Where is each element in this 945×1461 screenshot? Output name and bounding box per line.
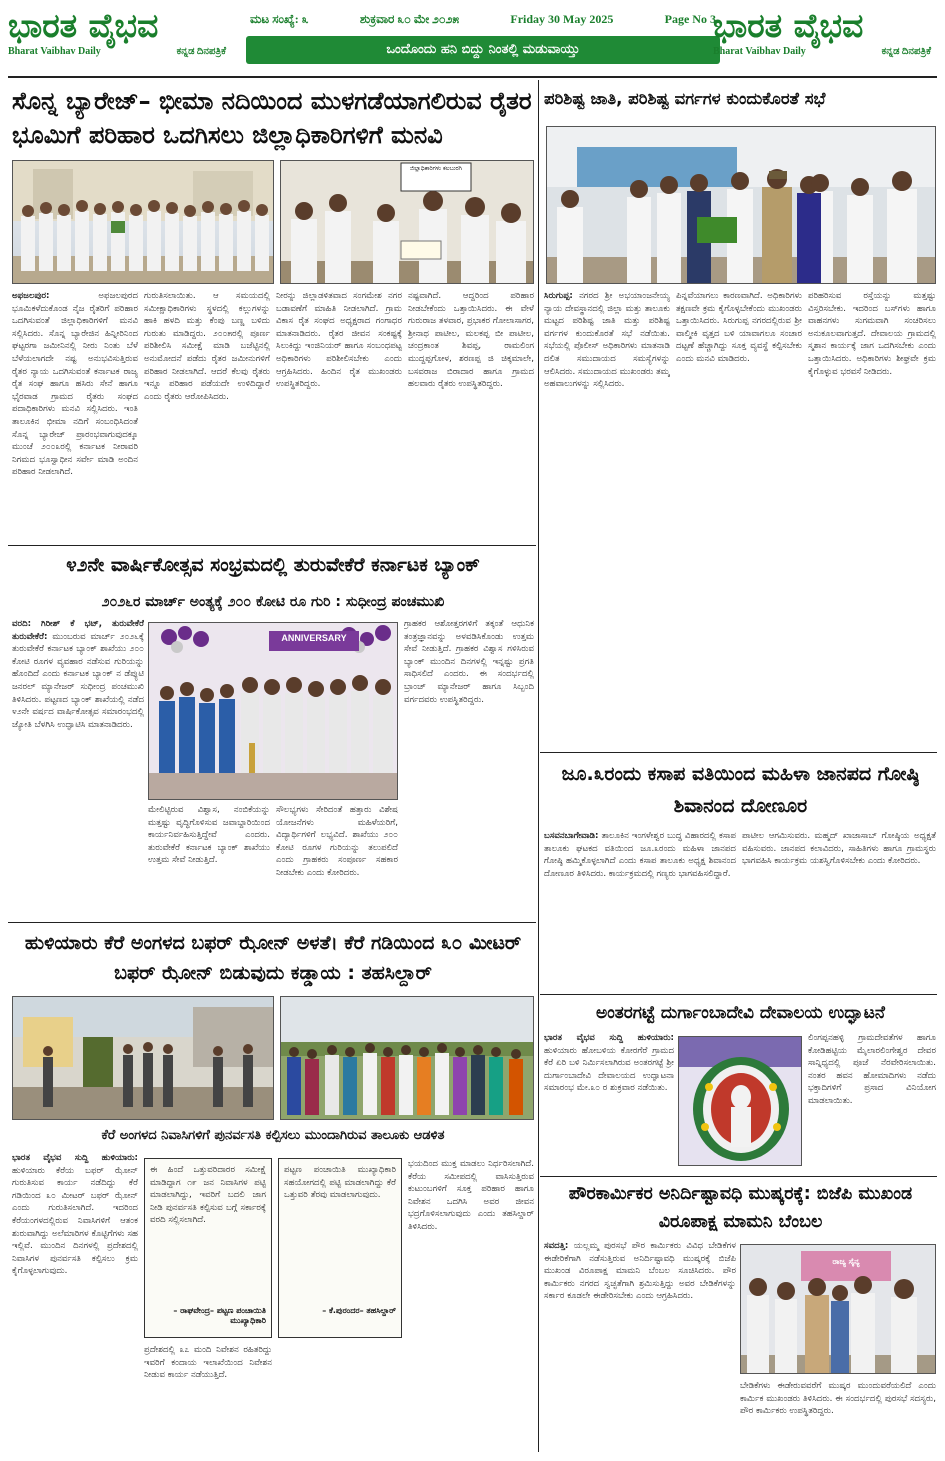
story1-col3: ನೀರನ್ನು ಜಿಲ್ಲಾಡಳಿತವಾದ ಸಂಗಮೇಶ ನಗರ ಬಡಾವಣೆಗೆ ಮಾಹಿತಿ ನೀಡಲಾಗಿದೆ. ಗ್ರಾಮ ವಿಕಾಸ ರೈತ ಸಂಘದ ಅಧ್ಯಕ್ಷರಾದ ಗಂಗಾಧರ ಮಾತನಾಡಿದರು. ರೈತರ ಜೀವನ ಸಂಕಷ್ಟಕ್ಕೆ ಸಿಲುಕಿದ್ದು ಇಂಜಿನಿಯರ್ ಹಾಗೂ ಸಂಬಂಧಪಟ್ಟ ಅಧಿಕಾರಿಗಳು ಪರಿಶೀಲಿಸಬೇಕು ಎಂದು ಆಗ್ರಹಿಸಿದರು. ಹಿಂದಿನ ರೈತ ಮುಖಂಡರು ಉಪಸ್ಥಿತರಿದ್ದರು. bbox=[276, 291, 402, 390]
story4-col1-text: ತಾಲೂಕಿನ ಇಂಗಳೇಶ್ವರ ಬುದ್ಧ ವಿಹಾರದಲ್ಲಿ ಕಸಾಪ ತಾಲೂಕು ಘಟಕದ ವತಿಯಿಂದ ಜೂ.೩ರಂದು ಮಹಿಳಾ ಜಾನಪದ ಗೋಷ್ಠಿ ಹಮ್ಮಿಕೊಳ್ಳಲಾಗಿದೆ ಎಂದು ಕಸಾಪ ತಾಲೂಕು ಅಧ್ಯಕ್ಷ ಶಿವಾನಂದ ದೋಣೂರ ತಿಳಿಸಿದರು. ಕಾರ್ಯಕ್ರಮದಲ್ಲಿ ಗಣ್ಯರು ಭಾಗವಹಿಸಲಿದ್ದಾರೆ. bbox=[544, 831, 736, 879]
story1-headline: ಸೊನ್ನ ಬ್ಯಾರೇಜ್– ಭೀಮಾ ನದಿಯಿಂದ ಮುಳಗಡೆಯಾಗಲಿರುವ ರೈತರ ಭೂಮಿಗೆ ಪರಿಹಾರ ಒದಗಿಸಲು ಜಿಲ್ಲಾಧಿಕಾರಿಗಳಿಗೆ ಮನವಿ bbox=[12, 87, 532, 149]
residents-photo-image bbox=[281, 997, 534, 1120]
story7-headline: ಪೌರಕಾರ್ಮಿಕರ ಅನಿರ್ದಿಷ್ಟಾವಧಿ ಮುಷ್ಕರಕ್ಕೆ: ಬಿಜೆಪಿ ಮುಖಂಡ ವಿರೂಪಾಕ್ಷ ಮಾಮನಿ ಬೆಂಬಲ bbox=[568, 1184, 913, 1232]
date-english: Friday 30 May 2025 bbox=[510, 12, 614, 26]
story4-headline: ಜೂ.೩ರಂದು ಕಸಾಪ ವತಿಯಿಂದ ಮಹಿಳಾ ಜಾನಪದ ಗೋಷ್ಠಿ ಶಿವಾನಂದ ದೋಣೂರ bbox=[561, 763, 920, 817]
slogan: ಒಂದೊಂದು ಹನಿ ಬಿದ್ದು ನಿಂತಲ್ಲಿ ಮಡುವಾಯ್ತು bbox=[246, 36, 720, 64]
story4-col2: ಪಾಟೀಲ ಆಗಮಿಸುವರು. ಮಹ್ಮದ್ ಖಾಜಾಸಾಬ್ ಗೋಷ್ಠಿಯ ಅಧ್ಯಕ್ಷತೆ ವಹಿಸುವರು. ಜಾನಪದ ಕಲಾವಿದರು, ಸಾಹಿತಿಗಳು ಹಾಗೂ ಗ್ರಾಮಸ್ಥರು ಭಾಗವಹಿಸಿ ಕಾರ್ಯಕ್ರಮ ಯಶಸ್ವಿಗೊಳಿಸಬೇಕು ಎಂದು ಕೋರಿದರು. bbox=[742, 831, 936, 867]
divider bbox=[540, 994, 937, 995]
logo-english: Bharat Vaibhav Daily bbox=[713, 46, 806, 57]
story3-col3: ಮೇಲಿಟ್ಟಿರುವ ವಿಶ್ವಾಸ, ನಂಬಿಕೆಯನ್ನು ಮತ್ತಷ್ಟು ವೃದ್ಧಿಗೊಳಿಸುವ ಜವಾಬ್ದಾರಿಯಿಂದ ಕಾರ್ಯನಿರ್ವಹಿಸುತ್ತಿದ್ದೇವೆ ಎಂದರು. ತುರುವೇಕೆರೆ ಕರ್ನಾಟಕ ಬ್ಯಾಂಕ್ ಶಾಖೆಯು ಉತ್ತಮ ಸೇವೆ ನೀಡುತ್ತಿದೆ. bbox=[148, 805, 270, 866]
issue-number: ಮಟ ಸಂಖ್ಯೆ: ೩ bbox=[250, 12, 309, 26]
story2-headline: ಪರಿಶಿಷ್ಟ ಜಾತಿ, ಪರಿಶಿಷ್ಟ ವರ್ಗಗಳ ಕುಂದುಕೊರತೆ ಸಭೆ bbox=[544, 89, 826, 108]
site-inspection-photo-image bbox=[13, 997, 274, 1120]
story3-dateline: ವರದಿ: ಗಿರೀಶ್ ಕೆ ಭಟ್, ತುರುವೇಕೆರೆ ತುರುವೇಕೆರೆ: bbox=[12, 619, 144, 642]
story3-col4: ಸೌಲಭ್ಯಗಳು ಸೇರಿದಂತೆ ಹತ್ತಾರು ವಿಶೇಷ ಯೋಜನೆಗಳು ಮಹಿಳೆಯರಿಗೆ, ವಿದ್ಯಾರ್ಥಿಗಳಿಗೆ ಲಭ್ಯವಿದೆ. ಶಾಖೆಯು ೨೦೦ ಕೋಟಿ ರೂಗಳ ಗುರಿಯನ್ನು ತಲುಪಲಿದೆ ಎಂದು ಗ್ರಾಹಕರು ಸಂಪೂರ್ಣ ಸಹಕಾರ ನೀಡಬೇಕು ಎಂದು ಕೋರಿದರು. bbox=[276, 805, 398, 878]
masthead-divider bbox=[8, 76, 937, 78]
story5-col4: ಭಯದಿಂದ ಮುಕ್ತ ಮಾಡಲು ನಿರ್ಧರಿಸಲಾಗಿದೆ. ಕೆರೆಯ ಸಮೀಪದಲ್ಲಿ ವಾಸಿಸುತ್ತಿರುವ ಕುಟುಂಬಗಳಿಗೆ ಸೂಕ್ತ ಪರಿಹಾರ ಹಾಗೂ ನಿವೇಶನ ಒದಗಿಸಿ ಅವರ ಜೀವನ ಭದ್ರಗೊಳಿಸಲಾಗುವುದು ಎಂದು ತಹಸಿಲ್ದಾರ್ ತಿಳಿಸಿದರು. bbox=[408, 1159, 534, 1232]
story5-col3: ಪಟ್ಟಣ ಪಂಚಾಯಿತಿ ಮುಖ್ಯಾಧಿಕಾರಿ ಸಹಯೋಗದಲ್ಲಿ ಪಟ್ಟಿ ಮಾಡಲಾಗಿದ್ದು ಕೆರೆ ಒತ್ತುವರಿ ತೆರವು ಮಾಡಲಾಗುವುದು. bbox=[284, 1165, 396, 1201]
page-number: Page No 3 bbox=[664, 12, 716, 26]
story4-dateline: ಬಸವನಬಾಗೇವಾಡಿ: bbox=[544, 831, 599, 841]
story3-headline: ೪೨ನೇ ವಾರ್ಷಿಕೋತ್ಸವ ಸಂಭ್ರಮದಲ್ಲಿ ತುರುವೇಕೆರೆ ಕರ್ನಾಟಕ ಬ್ಯಾಂಕ್ bbox=[66, 554, 480, 576]
story2-col1-text: ನಗರದ ಶ್ರೀ ಅಭಯಾಂಜನೇಯ್ಯ ನ್ಯಾಯ ದೇವಸ್ಥಾನದಲ್ಲಿ ಜಿಲ್ಲಾ ಮತ್ತು ತಾಲೂಕು ಮಟ್ಟದ ಪರಿಶಿಷ್ಟ ಜಾತಿ ಮತ್ತು ಪರಿಶಿಷ್ಟ ವರ್ಗಗಳ ಕುಂದುಕೊರತೆ ಸಭೆ ನಡೆಯಿತು. ಸಭೆಯಲ್ಲಿ ಪೊಲೀಸ್ ಅಧಿಕಾರಿಗಳು ಮಾತನಾಡಿ ದಲಿತ ಸಮುದಾಯದ ಸಮಸ್ಯೆಗಳನ್ನು ಆಲಿಸಿದರು. ಸಮುದಾಯದ ಮುಖಂಡರು ತಮ್ಮ ಅಹವಾಲುಗಳನ್ನು ಸಲ್ಲಿಸಿದರು. bbox=[544, 291, 670, 390]
story5-col1-text: ಹುಳಿಯಾರು ಕೆರೆಯ ಬಫರ್ ಝೋನ್ ಗುರುತಿಸುವ ಕಾರ್ಯ ನಡೆದಿದ್ದು ಕೆರೆ ಗಡಿಯಿಂದ ೩೦ ಮೀಟರ್ ಬಫರ್ ಝೋನ್ ಎಂದು ಗುರುತಿಸಲಾಗಿದೆ. ಇದರಿಂದ ಕೆರೆಯಂಗಳದಲ್ಲಿರುವ ನಿವಾಸಿಗಳಿಗೆ ಆತಂಕ ಶುರುವಾಗಿದ್ದು ಅಲೆಮಾರಿಗಳ ಕೊಟ್ಟಿಗೆಗಳು ಸಹ ಇಲ್ಲಿವೆ. ಮುಂದಿನ ದಿನಗಳಲ್ಲಿ ಪ್ರದೇಶದಲ್ಲಿ ನಿವಾಸಿಗಳ ಪುನರ್ವಸತಿ ಕಲ್ಪಿಸಲು ಕ್ರಮ ಕೈಗೊಳ್ಳಲಾಗುವುದು. bbox=[12, 1165, 138, 1277]
story6-photo bbox=[678, 1036, 802, 1166]
logo-title: ಭಾರತ ವೈಭವ bbox=[8, 6, 159, 45]
story3-col1-text: ಮುಂಬರುವ ಮಾರ್ಚ್ ೨೦೨೬ಕ್ಕೆ ತುರುವೇಕೆರೆ ಕರ್ನಾಟಕ ಬ್ಯಾಂಕ್ ಶಾಖೆಯು ೨೦೦ ಕೋಟಿ ರೂಗಳ ವ್ಯವಹಾರ ನಡೆಸುವ ಗುರಿಯನ್ನು ಹೊಂದಿದೆ ಎಂದು ಕರ್ನಾಟಕ ಬ್ಯಾಂಕ್ ನ ಡೆಪ್ಯುಟಿ ಜನರಲ್ ಮ್ಯಾನೇಜರ್ ಸುಧೀಂದ್ರ ಪಂಚಮುಖಿ ತಿಳಿಸಿದರು. ಪಟ್ಟಣದ ಬ್ಯಾಂಕ್ ಶಾಖೆಯಲ್ಲಿ ನಡೆದ ೪೨ನೇ ವರ್ಷದ ವಾರ್ಷಿಕೋತ್ಸವ ಸಮಾರಂಭದಲ್ಲಿ ಜ್ಯೋತಿ ಬೆಳಗಿಸಿ ಉದ್ಘಾಟಿಸಿ ಮಾತನಾಡಿದರು. bbox=[12, 631, 144, 730]
story5-photo-right bbox=[280, 996, 534, 1120]
divider bbox=[540, 752, 937, 753]
divider bbox=[8, 922, 536, 923]
strike-banner-text: ರಾಜ್ಯ ಸೈನ್ಯ bbox=[832, 1257, 860, 1266]
date-kannada: ಶುಕ್ರವಾರ ೩೦ ಮೇ ೨೦೨೫ bbox=[359, 12, 460, 26]
photo-sign-text: ಜಿಲ್ಲಾಧಿಕಾರಿಗಳು ಕಲಬುರಗಿ bbox=[410, 165, 462, 172]
story7-col2: ಬೇಡಿಕೆಗಳು ಈಡೇರುವವರೆಗೆ ಮುಷ್ಕರ ಮುಂದುವರೆಯಲಿದೆ ಎಂದು ಕಾರ್ಮಿಕ ಮುಖಂಡರು ತಿಳಿಸಿದರು. ಈ ಸಂದರ್ಭದಲ್ಲಿ ಪುರಸಭೆ ಸದಸ್ಯರು, ಪೌರ ಕಾರ್ಮಿಕರು ಉಪಸ್ಥಿತರಿದ್ದರು. bbox=[740, 1381, 936, 1417]
story1-col1-text: ಅಫಜಲಪುರದ ಭೂಮಿಕಳೆದುಕೊಂಡ ನೈಜ ರೈತರಿಗೆ ಪರಿಹಾರ ಒದಗಿಸುವಂತೆ ಜಿಲ್ಲಾಧಿಕಾರಿಗಳಿಗೆ ಮನವಿ ಸಲ್ಲಿಸಿದರು. ಸೊನ್ನ ಬ್ಯಾರೇಜಿನ ಹಿನ್ನೀರಿನಿಂದ ಘಟ್ಟರಗಾ ಜಮೀನಿನಲ್ಲಿ ನೀರು ನಿಂತು ಬೆಳೆ ಬೆಳೆಯಲಾಗದೇ ನಷ್ಟ ಅನುಭವಿಸುತ್ತಿರುವ ರೈತರ ನ್ಯಾಯ ಒದಗಿಸುವಂತೆ ಕರ್ನಾಟಕ ರಾಜ್ಯ ರೈತ ಸಂಘ ಹಾಗೂ ಹಸಿರು ಸೇನೆ ಹಾಗೂ ಭೈರವಾಡ ಗ್ರಾಮದ ರೈತರು ಸಂಘದ ಪದಾಧಿಕಾರಿಗಳು ಮನವಿ ಸಲ್ಲಿಸಿದರು. ಇಂತಿ ತಾಲೂಕಿನ ಭೀಮಾ ನದಿಗೆ ಸಂಬಂಧಿಸಿದಂತೆ ಸೊನ್ನ ಬ್ಯಾರೇಜ್ ಪ್ರಾರಂಭವಾಗುವುದಕ್ಕೂ ಮುಂಚೆ ೨೦೦೩ರಲ್ಲಿ ಕರ್ನಾಟಕ ನೀರಾವರಿ ನಿಗಮದ ಭೂಸ್ವಾಧೀನ ಸರ್ವೇ ಮಾಡಿ ಅಂದಿನ ಪರಿಹಾರ ನೀಡಲಾಗಿದೆ. bbox=[12, 291, 138, 478]
story2-dateline: ಸಿರುಗುಪ್ಪ: bbox=[544, 291, 573, 301]
story6-col2: ಲಿಂಗಪ್ಪನಹಳ್ಳಿ ಗ್ರಾಮದೇವತೆಗಳ ಹಾಗೂ ಕೋಡಿಹಟ್ಟಿಯ ಮೈಲಾರಲಿಂಗೇಶ್ವರ ದೇವರ ಸಾನ್ನಿಧ್ಯದಲ್ಲಿ ಪೂಜೆ ನೆರವೇರಿಸಲಾಯಿತು. ನಂತರ ಹವನ ಹೋಮಾದಿಗಳು ನಡೆದು ಭಕ್ತಾದಿಗಳಿಗೆ ಪ್ರಸಾದ ವಿನಿಯೋಗ ಮಾಡಲಾಯಿತು. bbox=[808, 1033, 936, 1106]
masthead bbox=[8, 6, 937, 72]
story2-col2: ಪಿನ್ನವೆಯಾಗಲು ಕಾರಣವಾಗಿದೆ. ಅಧಿಕಾರಿಗಳು ತಕ್ಷಣವೇ ಕ್ರಮ ಕೈಗೊಳ್ಳಬೇಕೆಂದು ಮುಖಂಡರು ಒತ್ತಾಯಿಸಿದರು. ಸಿರುಗುಪ್ಪ ನಗರದಲ್ಲಿರುವ ಶ್ರೀ ವಾಲ್ಮೀಕಿ ವೃತ್ತದ ಬಳಿ ಯಾವಾಗಲೂ ಸಂಚಾರ ದಟ್ಟಣೆ ಹೆಚ್ಚಾಗಿದ್ದು ಸೂಕ್ತ ವ್ಯವಸ್ಥೆ ಕಲ್ಪಿಸಬೇಕು ಎಂದು ಮನವಿ ಮಾಡಿದರು. bbox=[676, 291, 802, 364]
column-divider bbox=[538, 80, 539, 1452]
story1-col2: ಗುರುತಿಸಲಾಯಿತು. ಆ ಸಮಯದಲ್ಲಿ ಸಮೀಕ್ಷಾಧಿಕಾರಿಗಳು ಸ್ಥಳದಲ್ಲಿ ಕಲ್ಲುಗಳನ್ನು ಹಾಕಿ ಹಳದಿ ಮತ್ತು ಕೆಂಪು ಬಣ್ಣ ಬಳಿದು ಗುರುತು ಮಾಡಿದ್ದರು. ೨೦೦೫ರಲ್ಲಿ ಪೂರ್ಣ ಪರಿಶೀಲಿಸಿ ಸಮೀಕ್ಷೆ ಮಾಡಿ ಬಜೆಟ್ಟಿನಲ್ಲಿ ಅನುಮೋದನೆ ಪಡೆದು ರೈತರ ಜಮೀನುಗಳಿಗೆ ಪರಿಹಾರ ನೀಡಲಾಗಿದೆ. ಆದರೆ ಕೆಲವು ರೈತರು ಇನ್ನೂ ಪರಿಹಾರ ಪಡೆಯದೇ ಉಳಿದಿದ್ದಾರೆ ಎಂದು ರೈತರು ಆರೋಪಿಸಿದರು. bbox=[144, 291, 270, 402]
story2-photo bbox=[546, 126, 936, 284]
story6-dateline: ಭಾರತ ವೈಭವ ಸುದ್ದಿ ಹುಳಿಯಾರು: bbox=[544, 1033, 674, 1043]
story1-dateline: ಅಫಜಲಪುರ: bbox=[12, 291, 50, 301]
logo-english: Bharat Vaibhav Daily bbox=[8, 46, 101, 57]
story6-col1 bbox=[544, 1032, 674, 1172]
logo-title: ಭಾರತ ವೈಭವ bbox=[713, 6, 864, 45]
story1-photo-right bbox=[280, 160, 534, 284]
story6-headline: ಅಂತರಗಟ್ಟೆ ದುರ್ಗಾಂಬಾದೇವಿ ದೇವಾಲಯ ಉದ್ಘಾಟನೆ bbox=[596, 1003, 885, 1023]
story1-photo-left bbox=[12, 160, 274, 284]
story5-quote2-box bbox=[278, 1158, 402, 1338]
story5-col1 bbox=[12, 1152, 138, 1448]
divider bbox=[540, 1176, 937, 1177]
story4-col1 bbox=[544, 830, 736, 990]
story2-col1 bbox=[544, 290, 670, 744]
story5-quote-box bbox=[144, 1158, 272, 1338]
logo-right bbox=[713, 6, 937, 70]
story6-col1-text: ಹುಳಿಯಾರು ಹೋಬಳಿಯ ಕೋರಗೆರೆ ಗ್ರಾಮದ ಕೆರೆ ಏರಿ ಬಳಿ ನಿರ್ಮಿಸಲಾಗಿರುವ ಅಂತರಗಟ್ಟೆ ಶ್ರೀ ದುರ್ಗಾಂಬಾದೇವಿ ದೇವಾಲಯದ ಉದ್ಘಾಟನಾ ಸಮಾರಂಭ ಮೇ.೩೦ ರ ಶುಕ್ರವಾರ ನಡೆಯಿತು. bbox=[544, 1045, 674, 1094]
story5-headline: ಹುಳಿಯಾರು ಕೆರೆ ಅಂಗಳದ ಬಫರ್ ಝೋನ್ ಅಳತೆ। ಕೆರೆ ಗಡಿಯಿಂದ ೩೦ ಮೀಟರ್ ಬಫರ್ ಝೋನ್ ಬಿಡುವುದು ಕಡ್ಡಾಯ : ತಹಸಿಲ್ದಾರ್ bbox=[24, 932, 522, 984]
meeting-photo-image bbox=[547, 127, 936, 284]
story5-quote2-attribution: – ಕೆ.ಪುರಂದರ– ತಹಸಿಲ್ದಾರ್ bbox=[322, 1306, 396, 1315]
group-photo-image bbox=[13, 161, 274, 284]
story5-caption: ಕೆರೆ ಅಂಗಳದ ನಿವಾಸಿಗಳಿಗೆ ಪುನರ್ವಸತಿ ಕಲ್ಪಿಸಲು ಮುಂದಾಗಿರುವ ತಾಲೂಕು ಆಡಳಿತ bbox=[101, 1128, 445, 1143]
story3-subhead: ೨೦೨೬ರ ಮಾರ್ಚ್ ಅಂತ್ಯಕ್ಕೆ ೨೦೦ ಕೋಟಿ ರೂ ಗುರಿ : ಸುಧೀಂದ್ರ ಪಂಚಮುಖಿ bbox=[101, 594, 445, 610]
story1-col1 bbox=[12, 290, 138, 538]
logo-kannada-sub: ಕನ್ನಡ ದಿನಪತ್ರಿಕೆ bbox=[176, 46, 226, 57]
story3-col2: ಗ್ರಾಹಕರ ಆಶೋತ್ತರಗಳಿಗೆ ತಕ್ಕಂತೆ ಆಧುನಿಕ ತಂತ್ರಜ್ಞಾನವನ್ನು ಅಳವಡಿಸಿಕೊಂಡು ಉತ್ತಮ ಸೇವೆ ನೀಡುತ್ತಿದೆ. ಗ್ರಾಹಕರ ವಿಶ್ವಾಸ ಗಳಿಸಿರುವ ಬ್ಯಾಂಕ್ ಮುಂದಿನ ದಿನಗಳಲ್ಲಿ ಇನ್ನಷ್ಟು ಪ್ರಗತಿ ಸಾಧಿಸಲಿದೆ ಎಂದರು. ಈ ಸಂದರ್ಭದಲ್ಲಿ ಬ್ರಾಂಚ್ ಮ್ಯಾನೇಜರ್ ಹಾಗೂ ಸಿಬ್ಬಂದಿ ವರ್ಗದವರು ಉಪಸ್ಥಿತರಿದ್ದರು. bbox=[404, 619, 534, 705]
divider bbox=[8, 545, 536, 546]
story7-dateline: ಸವದತ್ತಿ: bbox=[544, 1241, 569, 1251]
deity-photo-image bbox=[679, 1037, 802, 1166]
story5-photo-left bbox=[12, 996, 274, 1120]
masthead-center bbox=[246, 8, 720, 64]
anniversary-banner: ANNIVERSARY bbox=[281, 633, 347, 643]
story3-col1 bbox=[12, 618, 144, 918]
story7-col1-text: ಯಲ್ಲಮ್ಮ ಪುರಸಭೆ ಪೌರ ಕಾರ್ಮಿಕರು ವಿವಿಧ ಬೇಡಿಕೆಗಳ ಈಡೇರಿಕೆಗಾಗಿ ನಡೆಸುತ್ತಿರುವ ಅನಿರ್ದಿಷ್ಟಾವಧಿ ಮುಷ್ಕರಕ್ಕೆ ಬಿಜೆಪಿ ಮುಖಂಡ ವಿರೂಪಾಕ್ಷ ಮಾಮನಿ ಬೆಂಬಲ ಸೂಚಿಸಿದರು. ಪೌರ ಕಾರ್ಮಿಕರು ನಗರದ ಸ್ವಚ್ಛತೆಗಾಗಿ ಶ್ರಮಿಸುತ್ತಿದ್ದು ಅವರ ಬೇಡಿಕೆಗಳನ್ನು ಸರ್ಕಾರ ಕೂಡಲೇ ಈಡೇರಿಸಬೇಕು ಎಂದು ಆಗ್ರಹಿಸಿದರು. bbox=[544, 1241, 736, 1302]
story7-photo bbox=[740, 1244, 936, 1374]
memorandum-photo-image bbox=[281, 161, 534, 284]
anniversary-photo-image bbox=[149, 623, 398, 800]
story5-quote: ಈ ಹಿಂದೆ ಒತ್ತುವರಿದಾರರ ಸಮೀಕ್ಷೆ ಮಾಡಿದ್ದಾಗ ೧೯ ಜನ ನಿವಾಸಿಗಳ ಪಟ್ಟಿ ಮಾಡಲಾಗಿದ್ದು, ಇವರಿಗೆ ಬದಲಿ ಜಾಗ ನೀಡಿ ಪುನರ್ವಸತಿ ಕಲ್ಪಿಸುವ ಬಗ್ಗೆ ಸರ್ಕಾರಕ್ಕೆ ವರದಿ ಸಲ್ಲಿಸಲಾಗಿದೆ. bbox=[150, 1165, 266, 1226]
story1-col4: ನಷ್ಟವಾಗಿದೆ. ಆದ್ದರಿಂದ ಪರಿಹಾರ ನೀಡಬೇಕೆಂದು ಒತ್ತಾಯಿಸಿದರು. ಈ ವೇಳೆ ಗುರುರಾಜ ತಳವಾರ, ಪ್ರಭಾಕರ ಗೋಲಾಸಾಗರ, ಶ್ರೀನಾಥ ಪಾಟೀಲ, ಮಲಕಪ್ಪ ಬೀ ಪಾಟೀಲ, ಚಂದ್ರಕಾಂತ ಶಿವಪ್ಪ, ರಾಮಲಿಂಗ ಮುದ್ದಪ್ಪಗೋಳ, ಶರಣಪ್ಪ ಜಿ ಚಿಕ್ಕಮಾಲೇ, ಬಸವರಾಜ ಬಿರಾದಾರ ಹಾಗೂ ಗ್ರಾಮದ ಹಲವಾರು ರೈತರು ಉಪಸ್ಥಿತರಿದ್ದರು. bbox=[408, 291, 534, 390]
story7-col1 bbox=[544, 1240, 736, 1446]
story5-col2: ಪ್ರದೇಶದಲ್ಲಿ ೩೭ ಮಂದಿ ನಿವೇಶನ ರಹಿತರಿದ್ದು ಇವರಿಗೆ ಕಂದಾಯ ಇಲಾಖೆಯಿಂದ ನಿವೇಶನ ನೀಡುವ ಕಾರ್ಯ ನಡೆಯುತ್ತಿದೆ. bbox=[144, 1345, 272, 1381]
story5-quote-attribution: – ರಾಘವೇಂದ್ರ– ಪಟ್ಟಣ ಪಂಚಾಯಿತಿ ಮುಖ್ಯಾಧಿಕಾರಿ bbox=[173, 1306, 266, 1325]
story2-col3: ಪರಿಹರಿಸುವ ರಸ್ತೆಯನ್ನು ಮತ್ತಷ್ಟು ವಿಸ್ತರಿಸಬೇಕು. ಇದರಿಂದ ಬಸ್‌ಗಳು ಹಾಗೂ ವಾಹನಗಳು ಸುಗಮವಾಗಿ ಸಂಚರಿಸಲು ಅನುಕೂಲವಾಗುತ್ತದೆ. ದೇವಾಲಯ ಗ್ರಾಮದಲ್ಲಿ ಸ್ಮಶಾನ ಕಾರ್ಯಕ್ಕೆ ಜಾಗ ಒದಗಿಸಬೇಕು ಎಂದು ಒತ್ತಾಯಿಸಿದರು. ಅಧಿಕಾರಿಗಳು ಶೀಘ್ರವೇ ಕ್ರಮ ಕೈಗೊಳ್ಳುವ ಭರವಸೆ ನೀಡಿದರು. bbox=[808, 291, 936, 377]
story3-photo bbox=[148, 622, 398, 800]
logo-left bbox=[8, 6, 232, 70]
story5-dateline: ಭಾರತ ವೈಭವ ಸುದ್ದಿ ಹುಳಿಯಾರು: bbox=[12, 1153, 138, 1163]
logo-kannada-sub: ಕನ್ನಡ ದಿನಪತ್ರಿಕೆ bbox=[881, 46, 931, 57]
